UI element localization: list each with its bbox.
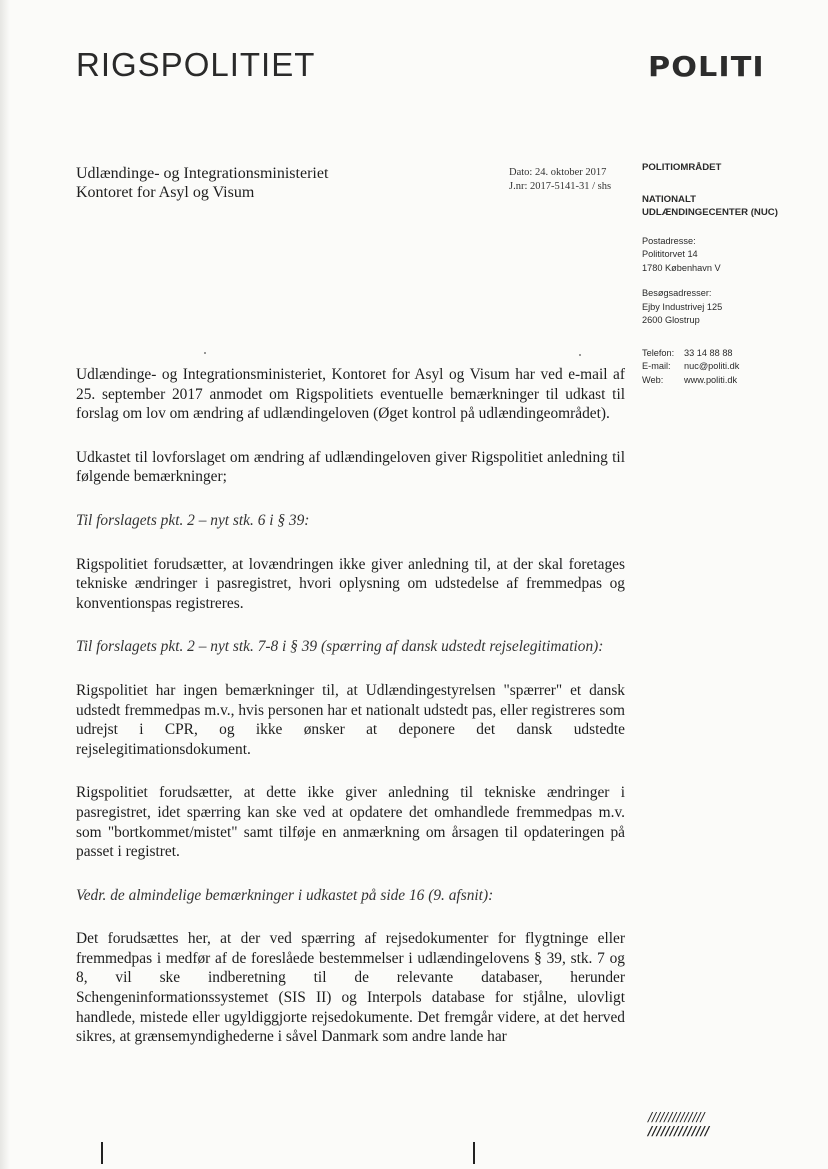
sender-sidebar (642, 161, 822, 399)
journal-number: J.nr: 2017-5141-31 / shs (509, 181, 612, 192)
paragraph-section-1: Rigspolitiet forudsætter, at lovændringen ikke giver anledning til, at der skal foretages tekniske ændringer i pasregistret, hvori oplysning om udstedelse af fremmedpas og konventionspas registreres. (76, 555, 625, 612)
letter-body (76, 365, 625, 1071)
paragraph-remarks-intro: Udkastet til lovforslaget om ændring af udlændingeloven giver Rigspolitiet anledning til følgende bemærkninger; (76, 448, 625, 486)
contact-value: nuc@politi.dk (684, 361, 740, 371)
fold-mark-left (101, 1142, 103, 1164)
contact-label: Telefon: (642, 347, 675, 358)
contact-value: 33 14 88 88 (684, 347, 733, 358)
document-date: Dato: 24. oktober 2017 (509, 167, 607, 178)
paragraph-section-3: Det forudsættes her, at der ved spærring af rejsedokumenter for flygtninge eller fremmedpas i medfør af de foreslåede bestemmelser i udlændingelovens § 39, stk. 7 og 8, vil ske indberetning til de relevante databaser, herunder Schengeninformationssystemet (SIS II) og Interpols database for stjålne, ulovligt handlede, mistede eller ugyldiggjorte rejsedokumente. Det fremgår videre, at det herved sikres, at grænsemyndighederne i såvel Danmark som andre lande har (76, 930, 625, 1046)
scan-speck (579, 354, 581, 356)
barcode-line-1: ////////////// (648, 1110, 705, 1124)
section-heading-1: Til forslagets pkt. 2 – nyt stk. 6 i § 39: (76, 511, 310, 529)
paragraph-intro: Udlændinge- og Integrationsministeriet, Kontoret for Asyl og Visum har ved e-mail af 25. september 2017 anmodet om Rigspolitiets eventuelle bemærkninger til udkast til forslag om lov om ændring af udlændingeloven (Øget kontrol på udlændingeområdet). (76, 366, 625, 423)
section-heading-2: Til forslagets pkt. 2 – nyt stk. 7-8 i § 39 (spærring af dansk udstedt rejselegitimation): (76, 638, 604, 656)
postal-label: Postadresse: (642, 235, 696, 246)
contact-label: Web: (642, 374, 664, 385)
unit-line-2: UDLÆNDINGECENTER (NUC) (642, 207, 778, 218)
contact-phone (642, 347, 822, 361)
postal-line-1: Polititorvet 14 (642, 249, 698, 259)
contact-label: E-mail: (642, 361, 671, 371)
politi-logo: POLITI (648, 50, 765, 83)
contact-block (642, 347, 822, 388)
area-heading: POLITIOMRÅDET (642, 162, 722, 173)
recipient-address (76, 164, 328, 202)
letterhead-title: RIGSPOLITIET (76, 46, 316, 83)
contact-value: www.politi.dk (684, 374, 738, 385)
contact-email (642, 360, 822, 374)
fold-mark-right (473, 1142, 475, 1164)
postal-line-2: 1780 København V (642, 262, 721, 273)
document-meta (509, 166, 611, 194)
scan-speck (204, 352, 206, 354)
recipient-line-1: Udlændinge- og Integrationsministeriet (76, 165, 329, 182)
paragraph-section-2b: Rigspolitiet forudsætter, at dette ikke giver anledning til tekniske ændringer i pasregistret, idet spærring kan ske ved at opdatere det omhandlede fremmedpas m.v. som "bortkommet/mistet" samt tilføje en anmærkning om årsagen til opdateringen på passet i registret. (76, 784, 625, 861)
section-heading-3: Vedr. de almindelige bemærkninger i udkastet på side 16 (9. afsnit): (76, 886, 494, 904)
contact-web (642, 374, 822, 388)
visit-line-1: Ejby Industrivej 125 (642, 301, 723, 312)
paragraph-section-2a: Rigspolitiet har ingen bemærkninger til, at Udlændingestyrelsen "spærrer" et dansk udstedt fremmedpas m.v., hvis personen har et nationalt udstedt pas, eller registreres som udrejst i CPR, og ikke ønsker at deponere det dansk udstedte rejselegitimationsdokument. (76, 681, 625, 758)
visit-label: Besøgsadresser: (642, 288, 712, 298)
barcode-line-2: ////////////// (648, 1124, 710, 1138)
visit-line-2: 2600 Glostrup (642, 315, 700, 325)
scan-edge-shadow (0, 0, 10, 1169)
barcode (648, 1110, 709, 1138)
recipient-line-2: Kontoret for Asyl og Visum (76, 184, 255, 201)
unit-line-1: NATIONALT (642, 193, 696, 205)
